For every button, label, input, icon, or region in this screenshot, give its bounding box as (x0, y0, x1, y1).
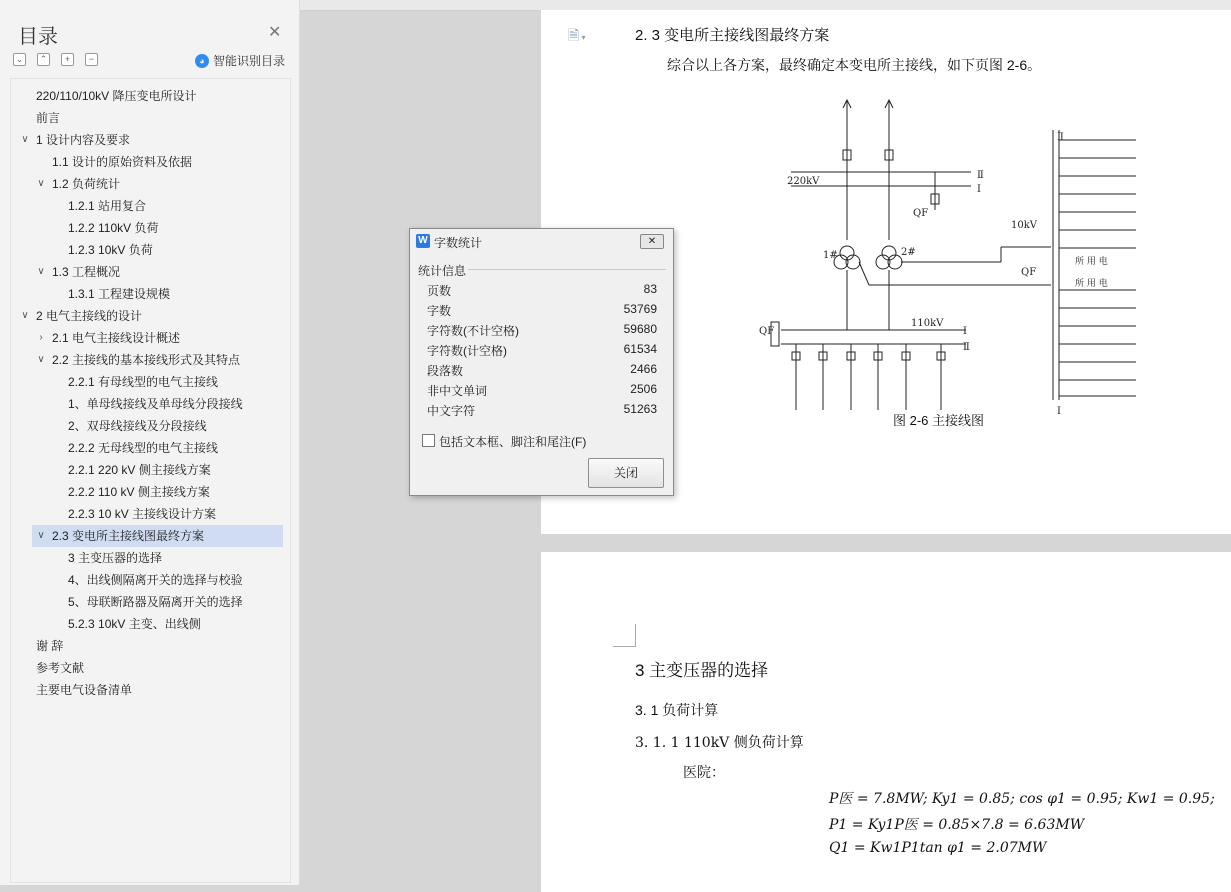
label-bus2-110: Ⅱ (963, 342, 970, 353)
paragraph-icon[interactable]: 🗎 ▾ (568, 27, 586, 43)
toc-item[interactable] (11, 613, 290, 635)
label-t2: 2# (901, 247, 916, 258)
toc-item-label: 4、出线侧隔离开关的选择与校验 (68, 573, 243, 587)
toc-item[interactable] (11, 305, 290, 327)
toc-item-label: 2.2.1 有母线型的电气主接线 (68, 375, 219, 389)
stats-group-label: 统计信息 (418, 264, 467, 278)
group-divider (468, 269, 666, 270)
stat-row (427, 402, 657, 422)
include-textbox-checkbox[interactable] (422, 434, 435, 447)
add-icon[interactable]: + (61, 53, 74, 66)
label-qf-220: QF (913, 208, 929, 219)
toc-item[interactable] (11, 371, 290, 393)
word-count-dialog (409, 228, 674, 496)
stat-value: 83 (643, 282, 657, 296)
toc-item[interactable] (11, 85, 290, 107)
chevron-down-icon[interactable]: ∨ (37, 266, 45, 277)
toc-item-label: 参考文献 (36, 661, 85, 675)
toc-item[interactable] (11, 239, 290, 261)
figure-caption: 图 2-6 主接线图 (893, 413, 985, 428)
subsection-heading: 3. 1. 1 110kV 侧负荷计算 (635, 735, 804, 751)
stat-value: 2466 (630, 362, 657, 376)
toc-item[interactable] (11, 459, 290, 481)
toc-item[interactable] (11, 129, 290, 151)
toc-item-label: 1、单母线接线及单母线分段接线 (68, 397, 243, 411)
toc-item[interactable] (11, 415, 290, 437)
toc-item-label: 1.1 设计的原始资料及依据 (52, 155, 193, 169)
chevron-down-icon[interactable]: ∨ (37, 530, 45, 541)
toc-item-label: 谢 辞 (36, 639, 64, 653)
label-10kv: 10kV (1011, 220, 1038, 231)
toc-item[interactable] (11, 437, 290, 459)
toc-item[interactable] (11, 503, 290, 525)
stat-label: 中文字符 (427, 404, 476, 418)
toc-item[interactable] (11, 679, 290, 701)
stat-row (427, 382, 657, 402)
toc-item-label: 5.2.3 10kV 主变、出线侧 (68, 617, 201, 631)
dialog-titlebar[interactable] (410, 229, 673, 253)
toc-list (10, 78, 291, 883)
label-aux2: 所 用 电 (1075, 279, 1108, 289)
stat-label: 非中文单词 (427, 384, 488, 398)
formula-3: Q1 = Kw1P1tan φ1 = 2.07MW (829, 840, 1047, 856)
stat-row (427, 322, 657, 342)
toc-item-label: 3 主变压器的选择 (68, 551, 163, 565)
collapse-all-icon[interactable]: ⌄ (13, 53, 26, 66)
remove-icon[interactable]: − (85, 53, 98, 66)
margin-marker (613, 624, 636, 647)
toc-item-label: 1.2 负荷统计 (52, 177, 121, 191)
toc-item[interactable] (11, 217, 290, 239)
toc-item-label: 主要电气设备清单 (36, 683, 133, 697)
toc-item-label: 2.2.2 110 kV 侧主接线方案 (68, 485, 210, 499)
toc-item-label: 1 设计内容及要求 (36, 133, 131, 147)
close-icon[interactable]: ✕ (268, 24, 282, 41)
label-bus1-220: Ⅰ (977, 184, 981, 195)
expand-up-icon[interactable]: ⌃ (37, 53, 50, 66)
toc-item[interactable] (11, 261, 290, 283)
stat-value: 61534 (623, 342, 657, 356)
wps-app-icon: W (416, 234, 430, 248)
stat-label: 字符数(计空格) (427, 344, 507, 358)
body-paragraph: 综合以上各方案，最终确定本变电所主接线，如下页图 2-6。 (667, 57, 1042, 73)
toc-item[interactable] (11, 547, 290, 569)
toc-item-label: 220/110/10kV 降压变电所设计 (36, 89, 197, 103)
toc-item[interactable] (11, 151, 290, 173)
stat-row (427, 342, 657, 362)
stat-value: 2506 (630, 382, 657, 396)
label-qf-10: QF (1021, 267, 1037, 278)
toc-item-label: 2.2.1 220 kV 侧主接线方案 (68, 463, 211, 477)
chevron-down-icon[interactable]: ∨ (37, 354, 45, 365)
formula-1: P医 = 7.8MW; Ky1 = 0.85; cos φ1 = 0.95; Kw1 = 0.95; (829, 791, 1215, 807)
label-bus1-10: Ⅰ (1057, 406, 1061, 417)
formula-2: P1 = Ky1P医 = 0.85×7.8 = 6.63MW (829, 817, 1085, 833)
toc-item[interactable] (11, 327, 290, 349)
section-heading: 2. 3 变电所主接线图最终方案 (635, 27, 830, 44)
dialog-title: 字数统计 (434, 236, 483, 250)
toc-item-label: 2.2 主接线的基本接线形式及其特点 (52, 353, 241, 367)
label-aux1: 所 用 电 (1075, 257, 1108, 267)
toc-item-label: 1.2.2 110kV 负荷 (68, 221, 159, 235)
stat-value: 59680 (623, 322, 657, 336)
main-wiring-diagram (741, 90, 1151, 417)
label-110kv: 110kV (911, 318, 944, 329)
toc-panel (0, 0, 300, 885)
chapter-heading: 3 主变压器的选择 (635, 661, 769, 680)
label-220kv: 220kV (787, 176, 820, 187)
stat-value: 53769 (623, 302, 657, 316)
page-2 (541, 552, 1231, 892)
toc-item[interactable] (11, 107, 290, 129)
label-t1: 1# (823, 250, 838, 261)
stat-row (427, 282, 657, 302)
toc-item[interactable] (11, 173, 290, 195)
stat-label: 页数 (427, 284, 452, 298)
toc-item[interactable] (11, 393, 290, 415)
smart-toc-label: 智能识别目录 (213, 54, 286, 68)
toc-item[interactable] (11, 569, 290, 591)
toc-item[interactable] (11, 195, 290, 217)
close-button[interactable]: 关闭 (588, 458, 664, 488)
stat-row (427, 362, 657, 382)
include-textbox-label[interactable]: 包括文本框、脚注和尾注(F) (439, 435, 587, 449)
item-label: 医院： (683, 764, 725, 780)
toc-item-label: 2.2.3 10 kV 主接线设计方案 (68, 507, 217, 521)
label-bus2-220: Ⅱ (977, 170, 984, 181)
chevron-down-icon[interactable]: ∨ (21, 310, 29, 321)
toc-item[interactable] (11, 657, 290, 679)
stat-row (427, 302, 657, 322)
toc-item-label: 1.3.1 工程建设规模 (68, 287, 171, 301)
section-heading-2: 3. 1 负荷计算 (635, 702, 719, 718)
toc-item[interactable] (11, 591, 290, 613)
label-bus2-10: Ⅱ (1057, 132, 1064, 143)
toc-item-label: 1.2.3 10kV 负荷 (68, 243, 153, 257)
stat-label: 段落数 (427, 364, 464, 378)
toc-item-label: 2.1 电气主接线设计概述 (52, 331, 181, 345)
chevron-right-icon[interactable]: › (39, 332, 43, 343)
label-bus1-110: Ⅰ (963, 326, 967, 337)
label-qf-110: QF (759, 326, 775, 337)
toc-item-label: 2 电气主接线的设计 (36, 309, 143, 323)
toc-item-label: 2.2.2 无母线型的电气主接线 (68, 441, 219, 455)
stat-label: 字数 (427, 304, 452, 318)
dialog-close-icon[interactable]: ✕ (640, 234, 664, 249)
stat-value: 51263 (623, 402, 657, 416)
stat-label: 字符数(不计空格) (427, 324, 519, 338)
chevron-down-icon[interactable]: ∨ (37, 178, 45, 189)
toc-item-label: 1.2.1 站用复合 (68, 199, 147, 213)
chevron-down-icon[interactable]: ∨ (21, 134, 29, 145)
toc-item[interactable] (11, 481, 290, 503)
toc-title: 目录 (18, 26, 58, 48)
ai-icon: ◕ (195, 54, 209, 68)
toc-item[interactable] (32, 525, 283, 547)
toc-item[interactable] (11, 635, 290, 657)
toc-item-label: 2.3 变电所主接线图最终方案 (52, 529, 205, 543)
toc-item-label: 1.3 工程概况 (52, 265, 121, 279)
toc-item-label: 前言 (36, 111, 61, 125)
toc-item-label: 2、双母线接线及分段接线 (68, 419, 207, 433)
toc-item-label: 5、母联断路器及隔离开关的选择 (68, 595, 243, 609)
toc-item[interactable] (11, 349, 290, 371)
smart-toc-button[interactable] (195, 52, 285, 69)
toc-item[interactable] (11, 283, 290, 305)
